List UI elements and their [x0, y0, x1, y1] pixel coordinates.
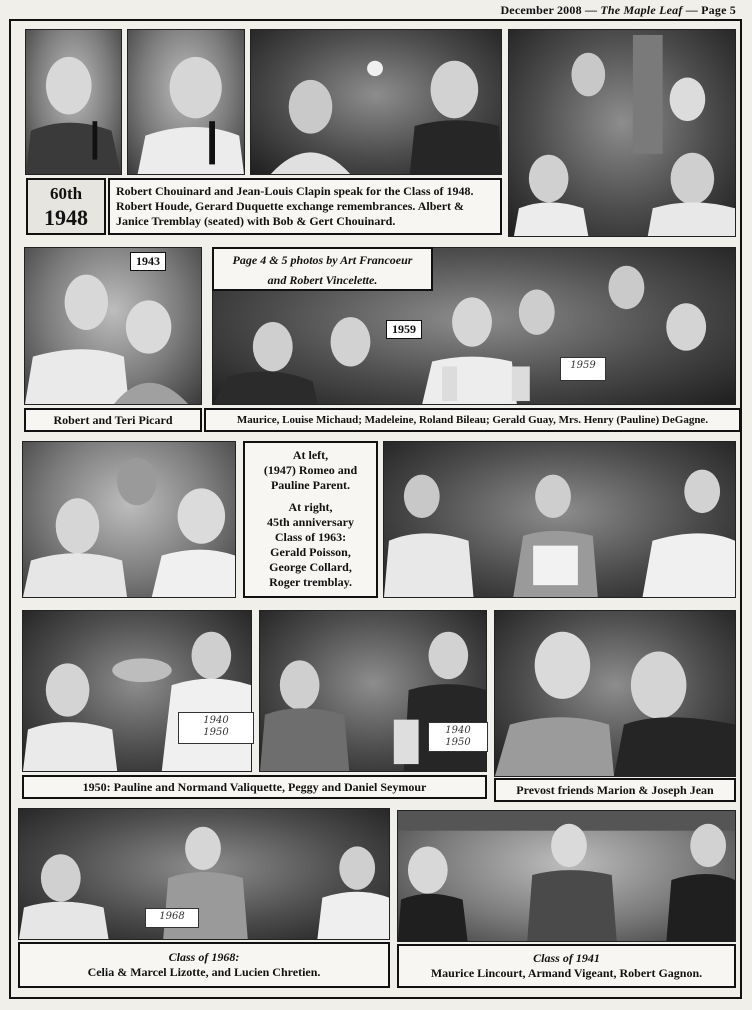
info-line: At left,	[292, 448, 329, 462]
caption-valiquette-seymour	[22, 775, 487, 799]
photo-credit	[212, 247, 433, 291]
caption-names: Celia & Marcel Lizotte, and Lucien Chretien.	[87, 965, 321, 979]
info-line: Class of 1963:	[274, 530, 347, 544]
page-header	[500, 3, 736, 18]
photo-remembrances	[250, 29, 502, 175]
photo-picard	[24, 247, 202, 405]
badge-1943: 1943	[130, 252, 166, 271]
caption-class-1948	[108, 178, 502, 235]
caption-text: Robert and Teri Picard	[53, 412, 173, 427]
photo-tremblay-chouinard	[508, 29, 736, 237]
caption-class-1941	[397, 944, 736, 988]
header-separator: —	[585, 3, 598, 17]
caption-text: Maurice, Louise Michaud; Madeleine, Roland Bileau; Gerald Guay, Mrs. Henry (Pauline) DeGagne.	[236, 413, 709, 426]
caption-names: Maurice Lincourt, Armand Vigeant, Robert Gagnon.	[430, 966, 703, 980]
spacer	[251, 493, 370, 500]
info-line: At right,	[288, 500, 333, 514]
table-card-1940-1950	[178, 712, 254, 744]
publication-name: The Maple Leaf	[600, 3, 683, 17]
info-line: George Collard,	[269, 560, 352, 574]
photo-class-1968	[18, 808, 390, 940]
info-line: Pauline Parent.	[270, 478, 351, 492]
page-number: Page 5	[701, 3, 736, 17]
info-line: (1947) Romeo and	[263, 463, 358, 477]
caption-jean	[494, 778, 736, 802]
card-line: 1950	[203, 727, 229, 738]
credit-line-2: and Robert Vincelette.	[267, 273, 378, 287]
table-card-1968: 1968	[145, 908, 199, 928]
caption-title: Class of 1968:	[168, 950, 240, 964]
caption-text: 1950: Pauline and Normand Valiquette, Peggy and Daniel Seymour	[82, 779, 427, 794]
photo-speaker-1	[25, 29, 122, 175]
card-line: 1940	[445, 725, 471, 736]
issue-date: December 2008	[500, 3, 582, 17]
info-line: Roger tremblay.	[269, 575, 352, 589]
caption-title: Class of 1941	[533, 951, 600, 965]
table-card-1940-1950	[428, 722, 488, 752]
header-separator: —	[685, 3, 698, 17]
photo-class-1941	[397, 810, 736, 942]
table-card-1959: 1959	[560, 357, 606, 381]
photo-class-1963	[383, 441, 736, 598]
caption-picard	[24, 408, 202, 432]
caption-text: Robert Chouinard and Jean-Louis Clapin speak for the Class of 1948. Robert Houde, Gerard Duquette exchange remembrances. Albert & Janice Tremblay (seated) with Bob & Gert Chouinard.	[116, 184, 474, 228]
caption-text: Prevost friends Marion & Joseph Jean	[516, 782, 714, 797]
photo-parent-1947	[22, 441, 236, 598]
caption-michaud-bileau-guay	[204, 408, 741, 432]
card-line: 1950	[445, 737, 471, 748]
badge-1959: 1959	[386, 320, 422, 339]
anniversary-label: 60th	[49, 184, 83, 203]
info-box-1947-1963	[243, 441, 378, 598]
photo-speaker-2	[127, 29, 245, 175]
photo-jean	[494, 610, 736, 777]
photo-valiquette	[22, 610, 252, 772]
card-line: 1940	[203, 715, 229, 726]
anniversary-year-box	[26, 178, 106, 235]
credit-line-1: Page 4 & 5 photos by Art Francoeur	[232, 253, 413, 267]
class-year: 1948	[44, 205, 88, 230]
caption-class-1968	[18, 942, 390, 988]
info-line: Gerald Poisson,	[270, 545, 351, 559]
info-line: 45th anniversary	[267, 515, 354, 529]
